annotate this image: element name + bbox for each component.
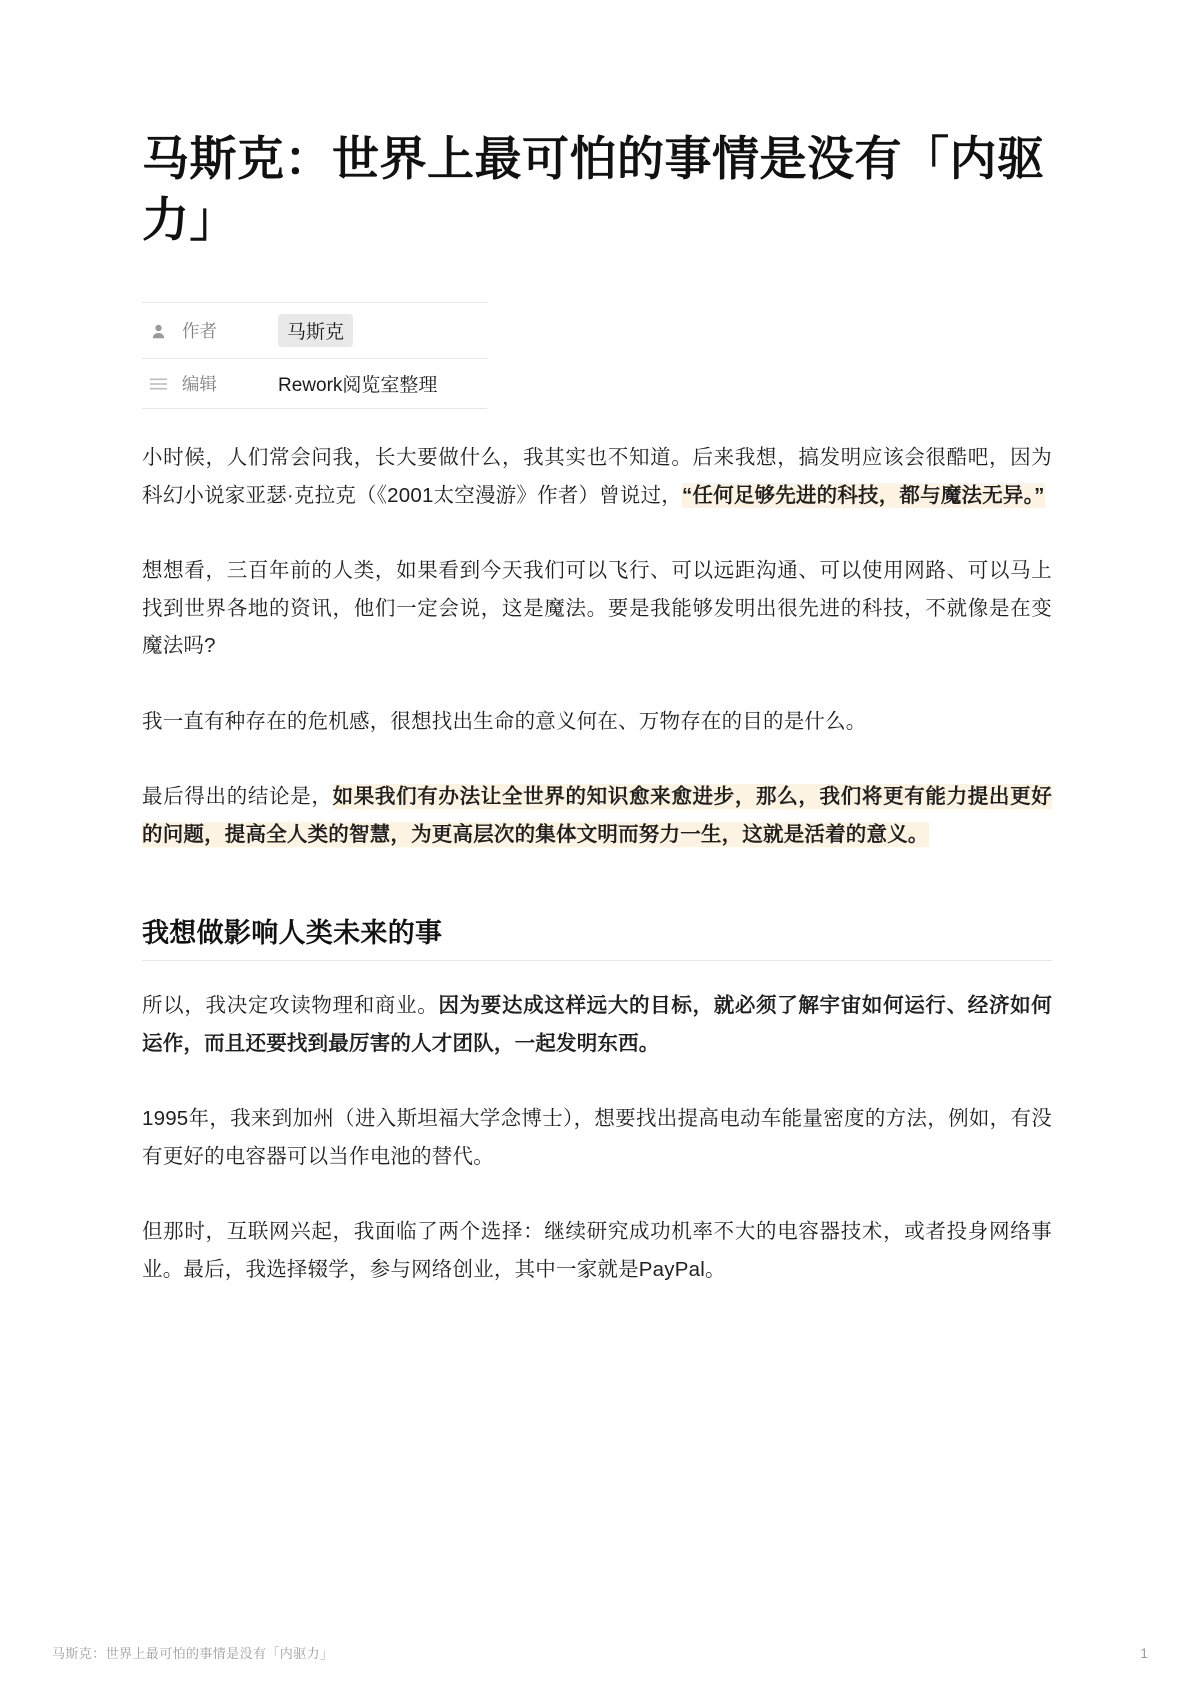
footer-title: 马斯克：世界上最可怕的事情是没有「内驱力」	[52, 1646, 334, 1661]
metadata-label-editor-text: 编辑	[181, 374, 217, 395]
paragraph	[142, 552, 1052, 665]
highlighted-text: “任何足够先进的科技，都与魔法无异。”	[681, 483, 1045, 507]
section-divider	[142, 960, 1052, 961]
metadata-value-editor	[272, 359, 487, 409]
paragraph	[142, 1213, 1052, 1288]
bold-text: 因为要达成这样远大的目标，就必须了解宇宙如何运行、经济如何运作，而且还要找到最厉害的人才团队，一起发明东西。	[142, 994, 1052, 1055]
metadata-value-author	[272, 303, 487, 359]
text-run: 但那时，互联网兴起，我面临了两个选择：继续研究成功机率不大的电容器技术，或者投身网络事业。最后，我选择辍学，参与网络创业，其中一家就是PayPal。	[142, 1220, 1052, 1281]
text-run: 想想看，三百年前的人类，如果看到今天我们可以飞行、可以远距沟通、可以使用网路、可以马上找到世界各地的资讯，他们一定会说，这是魔法。要是我能够发明出很先进的科技，不就像是在变魔法吗?	[142, 559, 1052, 658]
list-icon	[148, 375, 168, 392]
page-footer	[52, 1643, 1148, 1662]
metadata-label-author-text: 作者	[181, 321, 217, 342]
paragraph	[142, 703, 1052, 741]
metadata-label-editor	[142, 359, 272, 409]
paragraph	[142, 778, 1052, 853]
author-tag[interactable]: 马斯克	[278, 314, 353, 347]
text-run: 最后得出的结论是，	[142, 785, 333, 809]
paragraph	[142, 439, 1052, 514]
metadata-label-author	[142, 303, 272, 359]
text-run: 小时候，人们常会问我，长大要做什么，我其实也不知道。后来我想，搞发明应该会很酷吧，因为科幻小说家亚瑟·克拉克（《2001太空漫游》作者）曾说过，	[142, 446, 1052, 507]
metadata-table	[142, 302, 487, 409]
text-run: 我一直有种存在的危机感，很想找出生命的意义何在、万物存在的目的是什么。	[142, 709, 867, 733]
section-content	[142, 987, 1052, 1288]
metadata-row-editor	[142, 359, 487, 409]
text-run: 1995年，我来到加州（进入斯坦福大学念博士），想要找出提高电动车能量密度的方法，例如，有没有更好的电容器可以当作电池的替代。	[142, 1107, 1052, 1168]
highlighted-text: 如果我们有办法让全世界的知识愈来愈进步，那么，我们将更有能力提出更好的问题，提高全人类的智慧，为更高层次的集体文明而努力一生，这就是活着的意义。	[142, 785, 1052, 846]
editor-value-text: Rework阅览室整理	[278, 375, 438, 397]
section-heading: 我想做影响人类未来的事	[142, 918, 443, 949]
page-title: 马斯克：世界上最可怕的事情是没有「内驱力」	[142, 132, 1045, 247]
text-run: 所以，我决定攻读物理和商业。	[142, 994, 439, 1018]
body-content	[142, 439, 1052, 853]
metadata-row-author	[142, 303, 487, 359]
footer-page-number: 1	[1140, 1644, 1148, 1661]
paragraph	[142, 987, 1052, 1062]
person-icon	[148, 322, 168, 339]
paragraph	[142, 1100, 1052, 1175]
